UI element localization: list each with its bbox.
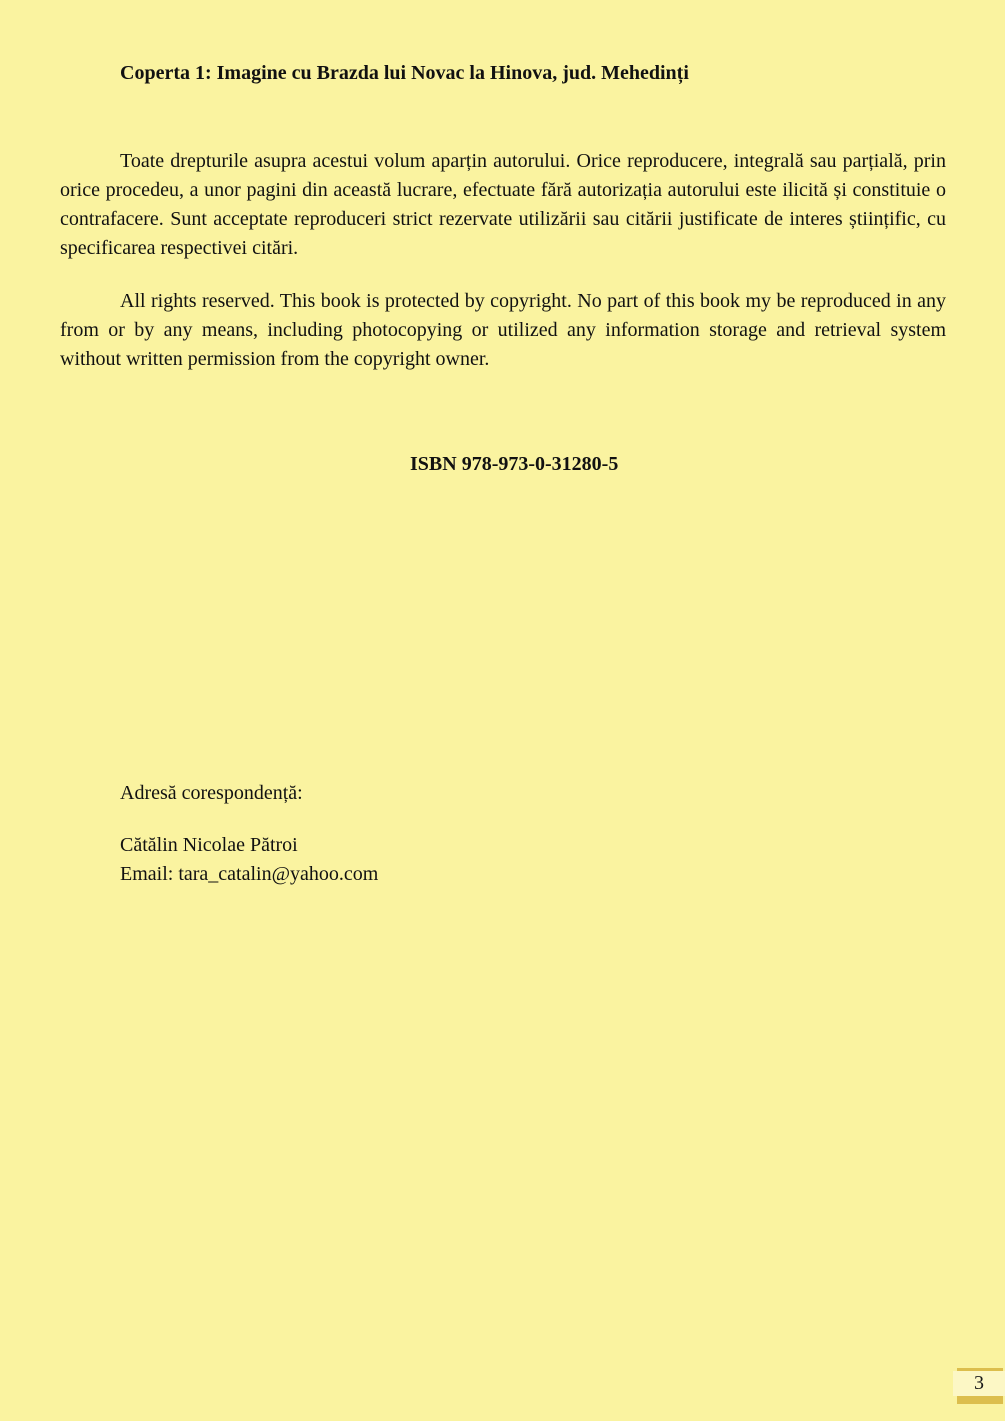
page-number: 3 — [953, 1371, 1005, 1396]
copyright-paragraph-romanian: Toate drepturile asupra acestui volum aparțin autorului. Orice reproducere, integrală sau parțială, prin orice procedeu, a unor pagini din această lucrare, efectuate fără autorizația autorului este ilicită și constituie o contrafacere. Sunt acceptate reproduceri strict rezervate utilizării sau citării justificate de interes științific, cu specificarea respectivei citări. — [60, 150, 946, 259]
author-name: Cătălin Nicolae Pătroi — [120, 834, 298, 856]
isbn-line: ISBN 978-973-0-31280-5 — [410, 453, 619, 475]
correspondence-label: Adresă corespondență: — [120, 782, 303, 804]
email-line: Email: tara_catalin@yahoo.com — [120, 863, 379, 885]
page-number-footer — [953, 1368, 1005, 1404]
copyright-paragraph-english: All rights reserved. This book is protected by copyright. No part of this book my be reproduced in any from or by any means, including photocopying or utilized any information storage and retrieval system without written permission from the copyright owner. — [60, 290, 946, 370]
cover-caption: Coperta 1: Imagine cu Brazda lui Novac la Hinova, jud. Mehedinți — [120, 62, 689, 84]
contact-block — [120, 831, 378, 889]
page-number-bottom-rule — [957, 1396, 1003, 1404]
